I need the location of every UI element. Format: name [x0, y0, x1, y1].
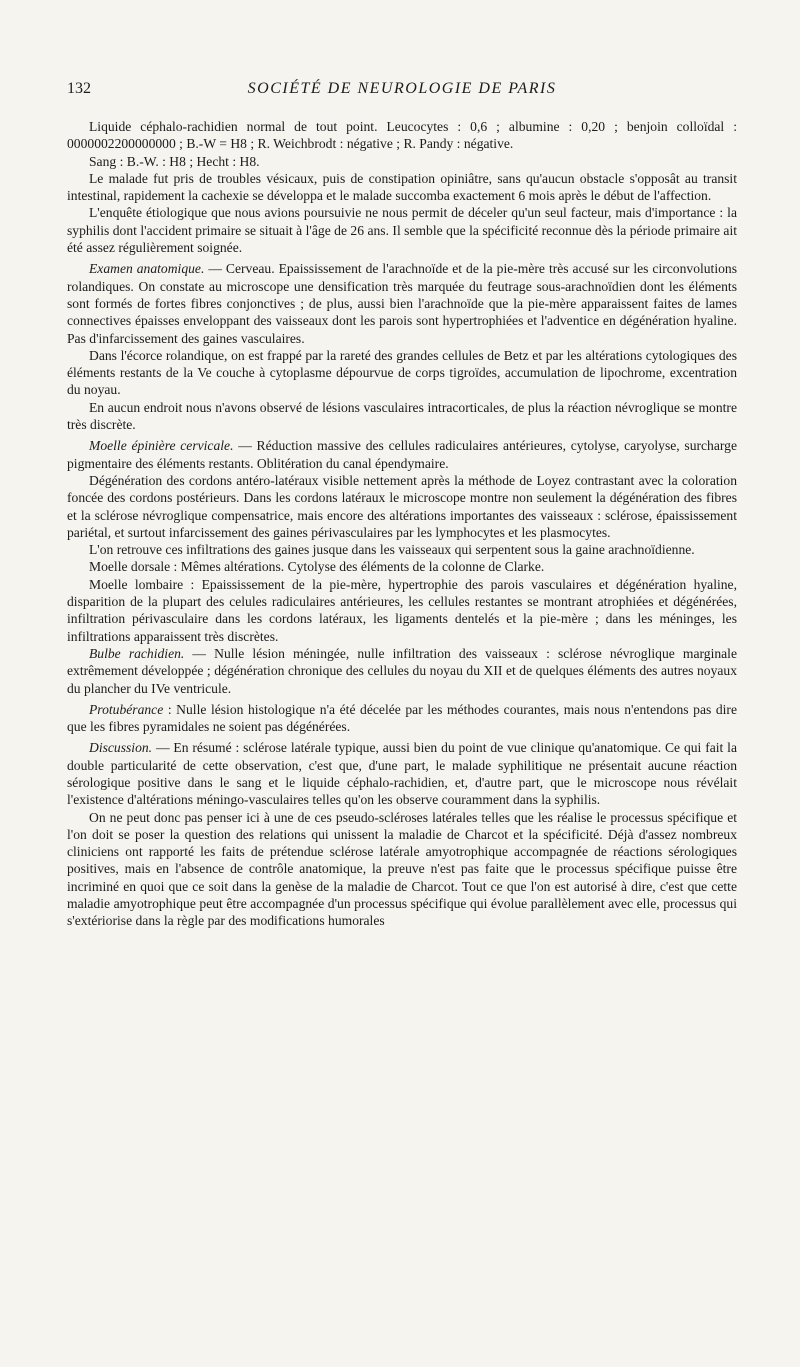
- paragraph: [67, 472, 737, 541]
- paragraph-text: Moelle lombaire : Epaississement de la pie-mère, hypertrophie des parois vasculaires et dégénération hyaline, disparition de la plupart des celules radiculaires antérieures, les cellules restantes se montrant atrophiées et dégénérées, infiltration périvasculaire dans les cordons latéraux, les ligaments dentelés et la pie-mère ; dans les méninges, les infiltrations apparaissent très discrètes.: [67, 576, 737, 644]
- paragraph: [67, 204, 737, 256]
- paragraph: [67, 399, 737, 434]
- body-text: [67, 118, 737, 930]
- paragraph-text: — Cerveau. Epaississement de l'arachnoïde et de la pie-mère très accusé sur les circonvolutions rolandiques. On constate au microscope une densification très marquée du feutrage sous-arachnoïdien dont les éléments sont formés de fortes fibres conjonctives ; de plus, aussi bien l'arachnoïde que la pie-mère apparaissent faites de lames connectives épaisses enveloppant des vaisseaux dont les parois sont hypertrophiées et l'adventice en dégénération hyaline. Pas d'infarcissement des gaines vasculaires.: [67, 261, 737, 346]
- paragraph: [67, 541, 737, 558]
- paragraph: [67, 118, 737, 153]
- paragraph: [67, 347, 737, 399]
- paragraph-text: Le malade fut pris de troubles vésicaux, puis de constipation opiniâtre, sans qu'aucun obstacle s'opposât au transit intestinal, rapidement la cachexie se développa et le malade succomba exactement 6 mois après le début de l'affection.: [67, 170, 737, 204]
- paragraph: [67, 558, 737, 575]
- paragraph-text: — En résumé : sclérose latérale typique, aussi bien du point de vue clinique qu'anatomique. Ce qui fait la double particularité de cette observation, c'est que, d'une part, le malade syphilitique ne présentait aucune réaction sérologique positive dans le sang et le liquide céphalo-rachidien, et, d'autre part, que le microscope nous révélait l'existence d'altérations méningo-vasculaires telles qu'on les observe couramment dans la syphilis.: [67, 740, 737, 808]
- paragraph-text: : Nulle lésion histologique n'a été décelée par les méthodes courantes, mais nous n'entendons pas dire que les fibres pyramidales ne soient pas dégénérées.: [67, 701, 737, 735]
- section-lead: Examen anatomique.: [89, 261, 205, 277]
- paragraph-text: — Réduction massive des cellules radiculaires antérieures, cytolyse, caryolyse, surcharge pigmentaire des éléments restants. Oblitération du canal épendymaire.: [67, 438, 737, 471]
- paragraph-section: [67, 260, 737, 346]
- paragraph-text: On ne peut donc pas penser ici à une de ces pseudo-scléroses latérales telles que les réalise le processus spécifique et l'on doit se poser la question des relations qui unissent la maladie de Charcot et la spécificité. Déjà d'assez nombreux cliniciens ont rapporté les faits de prétendue sclérose latérale amyotrophique accompagnée de réactions sérologiques positives, mais en l'absence de contrôle anatomique, la preuve n'est pas faite que le processus spécifique puisse être incriminé en quoi que ce soit dans la genèse de la maladie de Charcot. Tout ce que l'on est autorisé à dire, c'est que cette maladie amyotrophique peut être accompagnée d'un processus spécifique qui évolue parallèlement avec elle, processus qui s'extériorise dans la règle par des modifications humorales: [67, 809, 737, 929]
- paragraph-text: Liquide céphalo-rachidien normal de tout point. Leucocytes : 0,6 ; albumine : 0,20 ; benjoin colloïdal : 0000002200000000 ; B.-W = H8 ; R. Weichbrodt : négative ; R. Pandy : négative.: [67, 119, 737, 152]
- paragraph-text: Dans l'écorce rolandique, on est frappé par la rareté des grandes cellules de Betz et par les altérations cytologiques des éléments restants de la Ve couche à cytoplasme dépourvue de corps tigroïdes, accumulation de lipochrome, excentration du noyau.: [67, 347, 737, 398]
- paragraph-text: L'enquête étiologique que nous avions poursuivie ne nous permit de déceler qu'un seul facteur, mais d'importance : la syphilis dont l'accident primaire se situait à l'âge de 26 ans. Il semble que la spécificité reconnue dès la période primaire ait été assez régulièrement soignée.: [67, 205, 737, 256]
- paragraph-text: Dégénération des cordons antéro-latéraux visible nettement après la méthode de Loyez contrastant avec la coloration foncée des cordons postérieurs. Dans les cordons latéraux le microscope montre non seulement la dégénération des fibres et la sclérose névroglique compensatrice, mais encore des altérations importantes des vaisseaux : sclérose, épaississement pariétal, et surtout infarcissement des gaines périvasculaires par les lymphocytes et les plasmocytes.: [67, 472, 737, 540]
- section-lead: Moelle épinière cervicale.: [89, 438, 234, 454]
- paragraph: [67, 170, 737, 205]
- paragraph: [67, 576, 737, 645]
- page-header: [67, 80, 737, 102]
- page-number: 132: [67, 80, 91, 97]
- paragraph: [67, 153, 737, 170]
- paragraph-text: L'on retrouve ces infiltrations des gaines jusque dans les vaisseaux qui serpentent sous la gaine arachnoïdienne.: [89, 542, 695, 558]
- paragraph-section: [67, 701, 737, 736]
- section-lead: Bulbe rachidien.: [89, 645, 185, 661]
- paragraph-text: Moelle dorsale : Mêmes altérations. Cytolyse des éléments de la colonne de Clarke.: [89, 559, 545, 575]
- paragraph-text: — Nulle lésion méningée, nulle infiltration des vaisseaux : sclérose névroglique marginale extrêmement développée ; dégénération chronique des cellules du noyau du XII et de quelques éléments des autres noyaux du plancher du IVe ventricule.: [67, 645, 737, 696]
- paragraph-text: En aucun endroit nous n'avons observé de lésions vasculaires intracorticales, de plus la réaction névroglique se montre très discrète.: [67, 399, 737, 433]
- section-lead: Discussion.: [89, 740, 153, 756]
- paragraph-section: [67, 739, 737, 808]
- section-lead: Protubérance: [89, 701, 164, 717]
- paragraph-text: Sang : B.-W. : H8 ; Hecht : H8.: [89, 153, 260, 169]
- paragraph: [67, 809, 737, 930]
- running-title: SOCIÉTÉ DE NEUROLOGIE DE PARIS: [247, 80, 557, 97]
- paragraph-section: [67, 437, 737, 472]
- paragraph-section: [67, 645, 737, 697]
